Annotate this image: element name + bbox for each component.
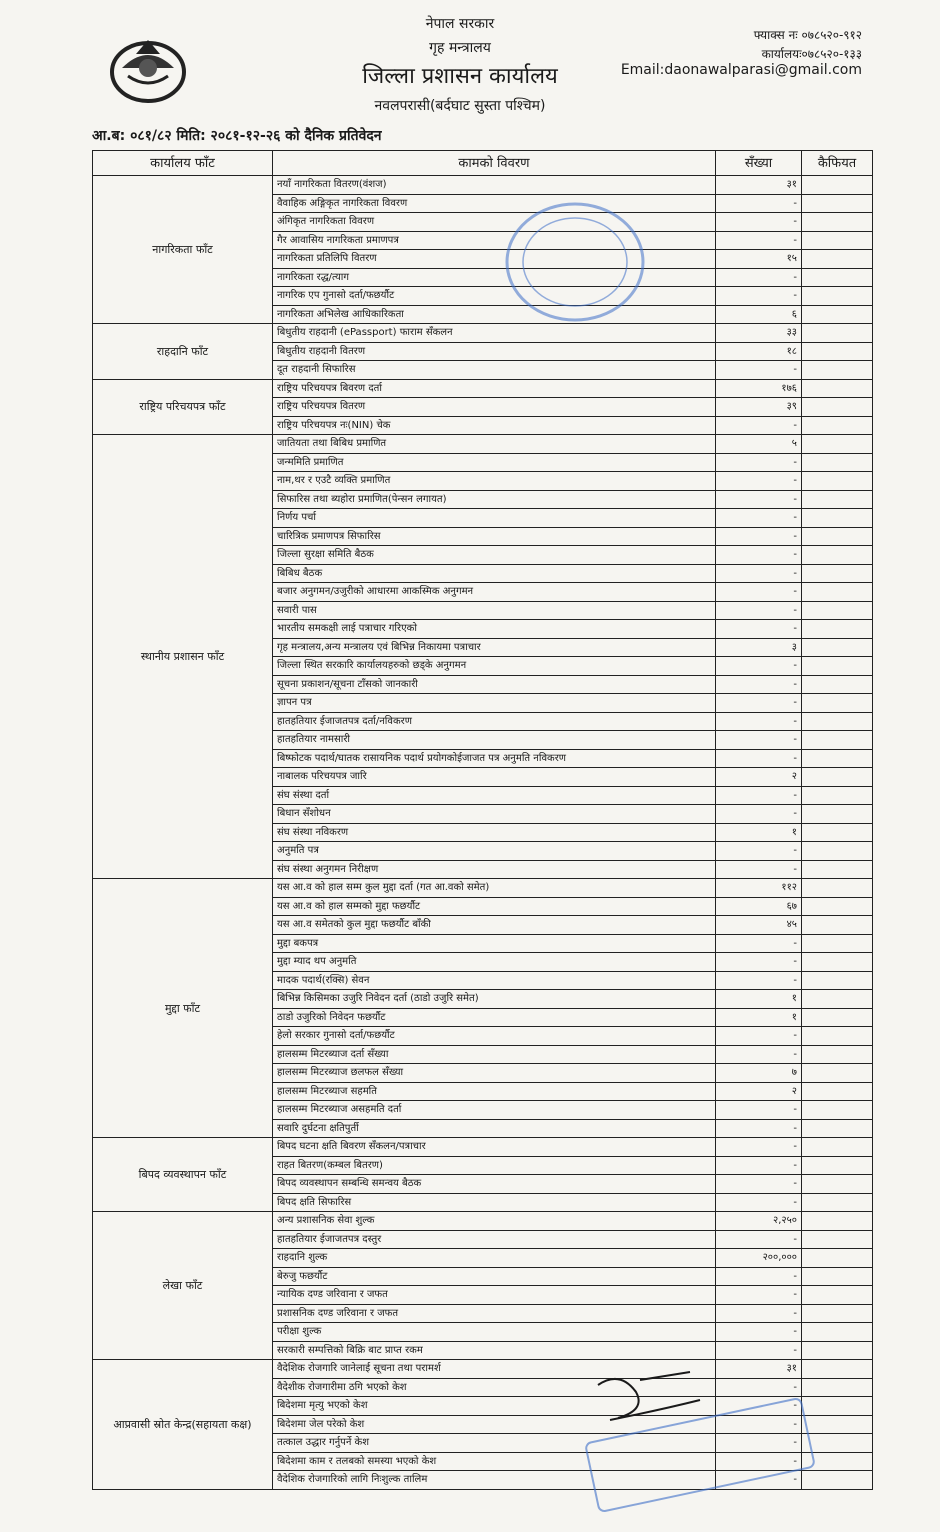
row-count: -: [716, 620, 802, 639]
row-description: मुद्दा बकपत्र: [273, 934, 716, 953]
row-description: मुद्दा म्याद थप अनुमति: [273, 953, 716, 972]
row-description: बिधुतीय राहदानी (ePassport) फाराम सँकलन: [273, 324, 716, 343]
row-remarks: [802, 176, 873, 195]
row-count: -: [716, 694, 802, 713]
row-remarks: [802, 305, 873, 324]
row-remarks: [802, 1156, 873, 1175]
row-description: दूत राहदानी सिफारिस: [273, 361, 716, 380]
row-count: -: [716, 194, 802, 213]
row-count: -: [716, 231, 802, 250]
row-count: १८: [716, 342, 802, 361]
row-description: हालसम्म मिटरब्याज दर्ता सँख्या: [273, 1045, 716, 1064]
email-address: Email:daonawalparasi@gmail.com: [620, 62, 862, 78]
row-remarks: [802, 453, 873, 472]
row-count: -: [716, 971, 802, 990]
row-remarks: [802, 805, 873, 824]
row-remarks: [802, 416, 873, 435]
row-count: -: [716, 657, 802, 676]
row-count: -: [716, 1045, 802, 1064]
row-remarks: [802, 546, 873, 565]
office-location: नवलपरासी(बर्दघाट सुस्ता पश्चिम): [374, 98, 546, 114]
row-description: राहदानि शुल्क: [273, 1249, 716, 1268]
row-description: बिभिन्न किसिमका उजुरि निवेदन दर्ता (ठाडो उजुरि समेत): [273, 990, 716, 1009]
row-count: -: [716, 1434, 802, 1453]
row-count: -: [716, 1027, 802, 1046]
row-count: -: [716, 453, 802, 472]
row-count: -: [716, 860, 802, 879]
row-description: नागरिक एप गुनासो दर्ता/फछर्यौट: [273, 287, 716, 306]
row-description: बिपद क्षति सिफारिस: [273, 1193, 716, 1212]
row-description: वैदेशिक रोजगारिको लागि निःशुल्क तालिम: [273, 1471, 716, 1490]
row-count: -: [716, 1286, 802, 1305]
row-description: संघ संस्था नविकरण: [273, 823, 716, 842]
row-remarks: [802, 287, 873, 306]
row-description: बिपद घटना क्षति बिवरण सँकलन/पत्राचार: [273, 1138, 716, 1157]
row-count: -: [716, 1378, 802, 1397]
row-description: गैर आवासिय नागरिकता प्रमाणपत्र: [273, 231, 716, 250]
row-remarks: [802, 564, 873, 583]
section-label: बिपद व्यवस्थापन फाँट: [93, 1138, 273, 1212]
section-label: स्थानीय प्रशासन फाँट: [93, 435, 273, 879]
row-count: -: [716, 1230, 802, 1249]
row-description: संघ संस्था अनुगमन निरीक्षण: [273, 860, 716, 879]
row-count: २: [716, 768, 802, 787]
row-count: २००,०००: [716, 1249, 802, 1268]
table-row: [93, 1138, 873, 1157]
row-description: नागरिकता प्रतिलिपि वितरण: [273, 250, 716, 269]
row-count: -: [716, 1101, 802, 1120]
office-phone: कार्यालयः०७८५२०-१३३: [761, 47, 862, 61]
row-remarks: [802, 694, 873, 713]
row-description: निर्णय पर्चा: [273, 509, 716, 528]
row-remarks: [802, 472, 873, 491]
table-row: [93, 435, 873, 454]
row-remarks: [802, 1341, 873, 1360]
table-row: [93, 176, 873, 195]
row-description: राष्ट्रिय परिचयपत्र वितरण: [273, 398, 716, 417]
row-count: -: [716, 1452, 802, 1471]
report-reference: आ.ब: ०८१/८२ मिति: २०८१-१२-२६ को दैनिक प्रतिवेदन: [92, 128, 382, 144]
table-row: [93, 324, 873, 343]
row-remarks: [802, 490, 873, 509]
row-remarks: [802, 601, 873, 620]
row-count: -: [716, 712, 802, 731]
row-remarks: [802, 1045, 873, 1064]
row-count: -: [716, 731, 802, 750]
row-description: हातहतियार ईजाजतपत्र दर्ता/नविकरण: [273, 712, 716, 731]
row-remarks: [802, 1452, 873, 1471]
row-remarks: [802, 712, 873, 731]
section-label: राहदानि फाँट: [93, 324, 273, 380]
row-description: यस आ.व समेतको कुल मुद्दा फछर्यौट बाँकी: [273, 916, 716, 935]
section-label: नागरिकता फाँट: [93, 176, 273, 324]
row-count: ७: [716, 1064, 802, 1083]
row-description: भारतीय समकक्षी लाई पत्राचार गरिएको: [273, 620, 716, 639]
row-remarks: [802, 1304, 873, 1323]
row-count: ३: [716, 638, 802, 657]
section-label: राष्ट्रिय परिचयपत्र फाँट: [93, 379, 273, 435]
row-description: अनुमति पत्र: [273, 842, 716, 861]
row-description: प्रशासनिक दण्ड जरिवाना र जफत: [273, 1304, 716, 1323]
column-header-section: कार्यालय फाँट: [93, 151, 273, 176]
row-count: -: [716, 786, 802, 805]
row-description: राष्ट्रिय परिचयपत्र बिवरण दर्ता: [273, 379, 716, 398]
row-remarks: [802, 1008, 873, 1027]
row-description: बिदेशमा जेल परेको केश: [273, 1415, 716, 1434]
row-remarks: [802, 953, 873, 972]
row-remarks: [802, 731, 873, 750]
column-header-remarks: कैफियत: [802, 151, 873, 176]
row-count: -: [716, 934, 802, 953]
row-description: हालसम्म मिटरब्याज सहमति: [273, 1082, 716, 1101]
row-description: ठाडो उजुरिको निवेदन फछर्यौट: [273, 1008, 716, 1027]
row-description: संघ संस्था दर्ता: [273, 786, 716, 805]
row-count: १५: [716, 250, 802, 269]
table-row: [93, 1360, 873, 1379]
row-remarks: [802, 879, 873, 898]
column-header-count: सँख्या: [716, 151, 802, 176]
row-description: हेलो सरकार गुनासो दर्ता/फछर्यौट: [273, 1027, 716, 1046]
section-label: लेखा फाँट: [93, 1212, 273, 1360]
fax-number: फ्याक्स नः ०७८५२०-९१२: [753, 28, 862, 42]
row-remarks: [802, 1119, 873, 1138]
row-count: -: [716, 361, 802, 380]
row-remarks: [802, 1230, 873, 1249]
row-description: बजार अनुगमन/उजुरीको आधारमा आकस्मिक अनुगमन: [273, 583, 716, 602]
row-count: -: [716, 842, 802, 861]
row-remarks: [802, 1101, 873, 1120]
row-remarks: [802, 934, 873, 953]
row-description: तत्काल उद्धार गर्नुपर्ने केश: [273, 1434, 716, 1453]
row-description: बिधान सँशोधन: [273, 805, 716, 824]
row-description: नाम,थर र एउटै व्यक्ति प्रमाणित: [273, 472, 716, 491]
row-remarks: [802, 1082, 873, 1101]
row-remarks: [802, 250, 873, 269]
row-description: अंगिकृत नागरिकता विवरण: [273, 213, 716, 232]
row-count: -: [716, 1397, 802, 1416]
row-remarks: [802, 1212, 873, 1231]
row-description: हातहतियार ईजाजतपत्र दस्तुर: [273, 1230, 716, 1249]
row-remarks: [802, 583, 873, 602]
row-remarks: [802, 657, 873, 676]
row-count: ३९: [716, 398, 802, 417]
row-count: -: [716, 805, 802, 824]
row-description: जिल्ला स्थित सरकारि कार्यालयहरुको छड्के अनुगमन: [273, 657, 716, 676]
row-count: -: [716, 472, 802, 491]
table-body: [93, 176, 873, 1490]
row-count: -: [716, 564, 802, 583]
row-remarks: [802, 1360, 873, 1379]
row-remarks: [802, 860, 873, 879]
row-remarks: [802, 823, 873, 842]
row-count: २,२५०: [716, 1212, 802, 1231]
row-count: ३३: [716, 324, 802, 343]
row-count: ६: [716, 305, 802, 324]
row-description: नयाँ नागरिकता वितरण(वंशज): [273, 176, 716, 195]
row-count: -: [716, 213, 802, 232]
row-remarks: [802, 379, 873, 398]
row-description: बिबिध बैठक: [273, 564, 716, 583]
row-description: परीक्षा शुल्क: [273, 1323, 716, 1342]
row-remarks: [802, 1323, 873, 1342]
row-description: हातहतियार नामसारी: [273, 731, 716, 750]
column-header-description: कामको विवरण: [273, 151, 716, 176]
row-count: -: [716, 749, 802, 768]
row-count: २: [716, 1082, 802, 1101]
row-remarks: [802, 1415, 873, 1434]
row-count: -: [716, 1156, 802, 1175]
row-description: बिदेशमा काम र तलबको समस्या भएको केश: [273, 1452, 716, 1471]
row-count: -: [716, 1471, 802, 1490]
row-description: चारित्रिक प्रमाणपत्र सिफारिस: [273, 527, 716, 546]
row-count: -: [716, 1267, 802, 1286]
row-description: सवारी पास: [273, 601, 716, 620]
row-remarks: [802, 527, 873, 546]
row-remarks: [802, 990, 873, 1009]
section-label: आप्रवासी स्रोत केन्द्र(सहायता कक्ष): [93, 1360, 273, 1490]
row-description: ज्ञापन पत्र: [273, 694, 716, 713]
row-description: सिफारिस तथा ब्यहोरा प्रमाणित(पेन्सन लगायत): [273, 490, 716, 509]
row-count: ५: [716, 435, 802, 454]
row-description: बिष्फोटक पदार्थ/घातक रासायनिक पदार्थ प्रयोगकोईजाजत पत्र अनुमति नविकरण: [273, 749, 716, 768]
row-remarks: [802, 361, 873, 380]
row-count: ३१: [716, 1360, 802, 1379]
row-count: -: [716, 287, 802, 306]
table-row: [93, 379, 873, 398]
row-remarks: [802, 1175, 873, 1194]
row-count: ११२: [716, 879, 802, 898]
row-remarks: [802, 1267, 873, 1286]
row-description: यस आ.व को हाल सम्म कुल मुद्दा दर्ता (गत आ.वको समेत): [273, 879, 716, 898]
row-description: हालसम्म मिटरब्याज छलफल सँख्या: [273, 1064, 716, 1083]
row-description: नागरिकता रद्ध/त्याग: [273, 268, 716, 287]
row-remarks: [802, 435, 873, 454]
row-remarks: [802, 509, 873, 528]
row-remarks: [802, 1027, 873, 1046]
row-remarks: [802, 768, 873, 787]
row-description: मादक पदार्थ(रक्सि) सेवन: [273, 971, 716, 990]
row-remarks: [802, 1138, 873, 1157]
row-count: -: [716, 268, 802, 287]
row-count: ६७: [716, 897, 802, 916]
row-remarks: [802, 749, 873, 768]
row-remarks: [802, 398, 873, 417]
row-remarks: [802, 1397, 873, 1416]
row-remarks: [802, 971, 873, 990]
row-description: सरकारी सम्पत्तिको बिक्रि बाट प्राप्त रकम: [273, 1341, 716, 1360]
row-remarks: [802, 638, 873, 657]
row-description: अन्य प्रशासनिक सेवा शुल्क: [273, 1212, 716, 1231]
row-count: -: [716, 1119, 802, 1138]
row-remarks: [802, 324, 873, 343]
row-description: नाबालक परिचयपत्र जारि: [273, 768, 716, 787]
row-remarks: [802, 1471, 873, 1490]
row-description: जिल्ला सुरक्षा समिति बैठक: [273, 546, 716, 565]
row-count: -: [716, 953, 802, 972]
row-remarks: [802, 842, 873, 861]
row-description: बिदेशमा मृत्यु भएको केश: [273, 1397, 716, 1416]
row-description: राष्ट्रिय परिचयपत्र नः(NIN) चेक: [273, 416, 716, 435]
row-description: न्यायिक दण्ड जरिवाना र जफत: [273, 1286, 716, 1305]
row-description: सूचना प्रकाशन/सूचना टाँसको जानकारी: [273, 675, 716, 694]
row-count: ३१: [716, 176, 802, 195]
row-count: -: [716, 583, 802, 602]
row-description: गृह मन्त्रालय,अन्य मन्त्रालय एवं बिभिन्न निकायमा पत्राचार: [273, 638, 716, 657]
row-count: -: [716, 1323, 802, 1342]
row-description: बेरुजु फछर्यौट: [273, 1267, 716, 1286]
row-count: १: [716, 1008, 802, 1027]
row-description: जातियता तथा बिबिध प्रमाणित: [273, 435, 716, 454]
table-row: [93, 879, 873, 898]
row-count: -: [716, 601, 802, 620]
table-header-row: [93, 151, 873, 176]
row-remarks: [802, 213, 873, 232]
row-count: १७६: [716, 379, 802, 398]
office-name: जिल्ला प्रशासन कार्यालय: [362, 64, 558, 89]
row-description: राहत बितरण(कम्बल बितरण): [273, 1156, 716, 1175]
row-remarks: [802, 620, 873, 639]
row-remarks: [802, 1434, 873, 1453]
row-remarks: [802, 1249, 873, 1268]
letterhead: [0, 0, 940, 150]
row-description: हालसम्म मिटरब्याज असहमति दर्ता: [273, 1101, 716, 1120]
row-count: १: [716, 823, 802, 842]
row-count: १: [716, 990, 802, 1009]
row-remarks: [802, 786, 873, 805]
table-row: [93, 1212, 873, 1231]
row-description: बिपद व्यवस्थापन सम्बन्धि समन्वय बैठक: [273, 1175, 716, 1194]
section-label: मुद्दा फाँट: [93, 879, 273, 1138]
row-count: -: [716, 416, 802, 435]
row-count: -: [716, 675, 802, 694]
row-description: वैवाहिक अङ्गिकृत नागरिकता विवरण: [273, 194, 716, 213]
row-remarks: [802, 194, 873, 213]
row-remarks: [802, 1378, 873, 1397]
ministry-name: गृह मन्त्रालय: [429, 40, 491, 56]
row-count: -: [716, 1193, 802, 1212]
row-count: -: [716, 509, 802, 528]
row-count: -: [716, 1341, 802, 1360]
daily-report-table: [92, 150, 873, 1490]
row-description: वैदेशीक रोजगारीमा ठगि भएको केश: [273, 1378, 716, 1397]
row-description: सवारि दुर्घटना क्षतिपुर्ती: [273, 1119, 716, 1138]
gov-name: नेपाल सरकार: [425, 16, 495, 32]
row-count: -: [716, 1138, 802, 1157]
row-description: यस आ.व को हाल सम्मको मुद्दा फछर्यौट: [273, 897, 716, 916]
row-count: -: [716, 1175, 802, 1194]
row-remarks: [802, 268, 873, 287]
row-count: -: [716, 490, 802, 509]
row-count: -: [716, 527, 802, 546]
row-remarks: [802, 897, 873, 916]
row-description: जन्ममिति प्रमाणित: [273, 453, 716, 472]
row-description: वैदेशिक रोजगारि जानेलाई सूचना तथा परामर्श: [273, 1360, 716, 1379]
row-remarks: [802, 1286, 873, 1305]
row-remarks: [802, 1193, 873, 1212]
row-remarks: [802, 916, 873, 935]
row-remarks: [802, 231, 873, 250]
row-remarks: [802, 342, 873, 361]
row-count: -: [716, 1304, 802, 1323]
row-count: ४५: [716, 916, 802, 935]
row-remarks: [802, 1064, 873, 1083]
row-count: -: [716, 546, 802, 565]
row-remarks: [802, 675, 873, 694]
row-description: नागरिकता अभिलेख आधिकारिकता: [273, 305, 716, 324]
row-count: -: [716, 1415, 802, 1434]
row-description: बिधुतीय राहदानी वितरण: [273, 342, 716, 361]
